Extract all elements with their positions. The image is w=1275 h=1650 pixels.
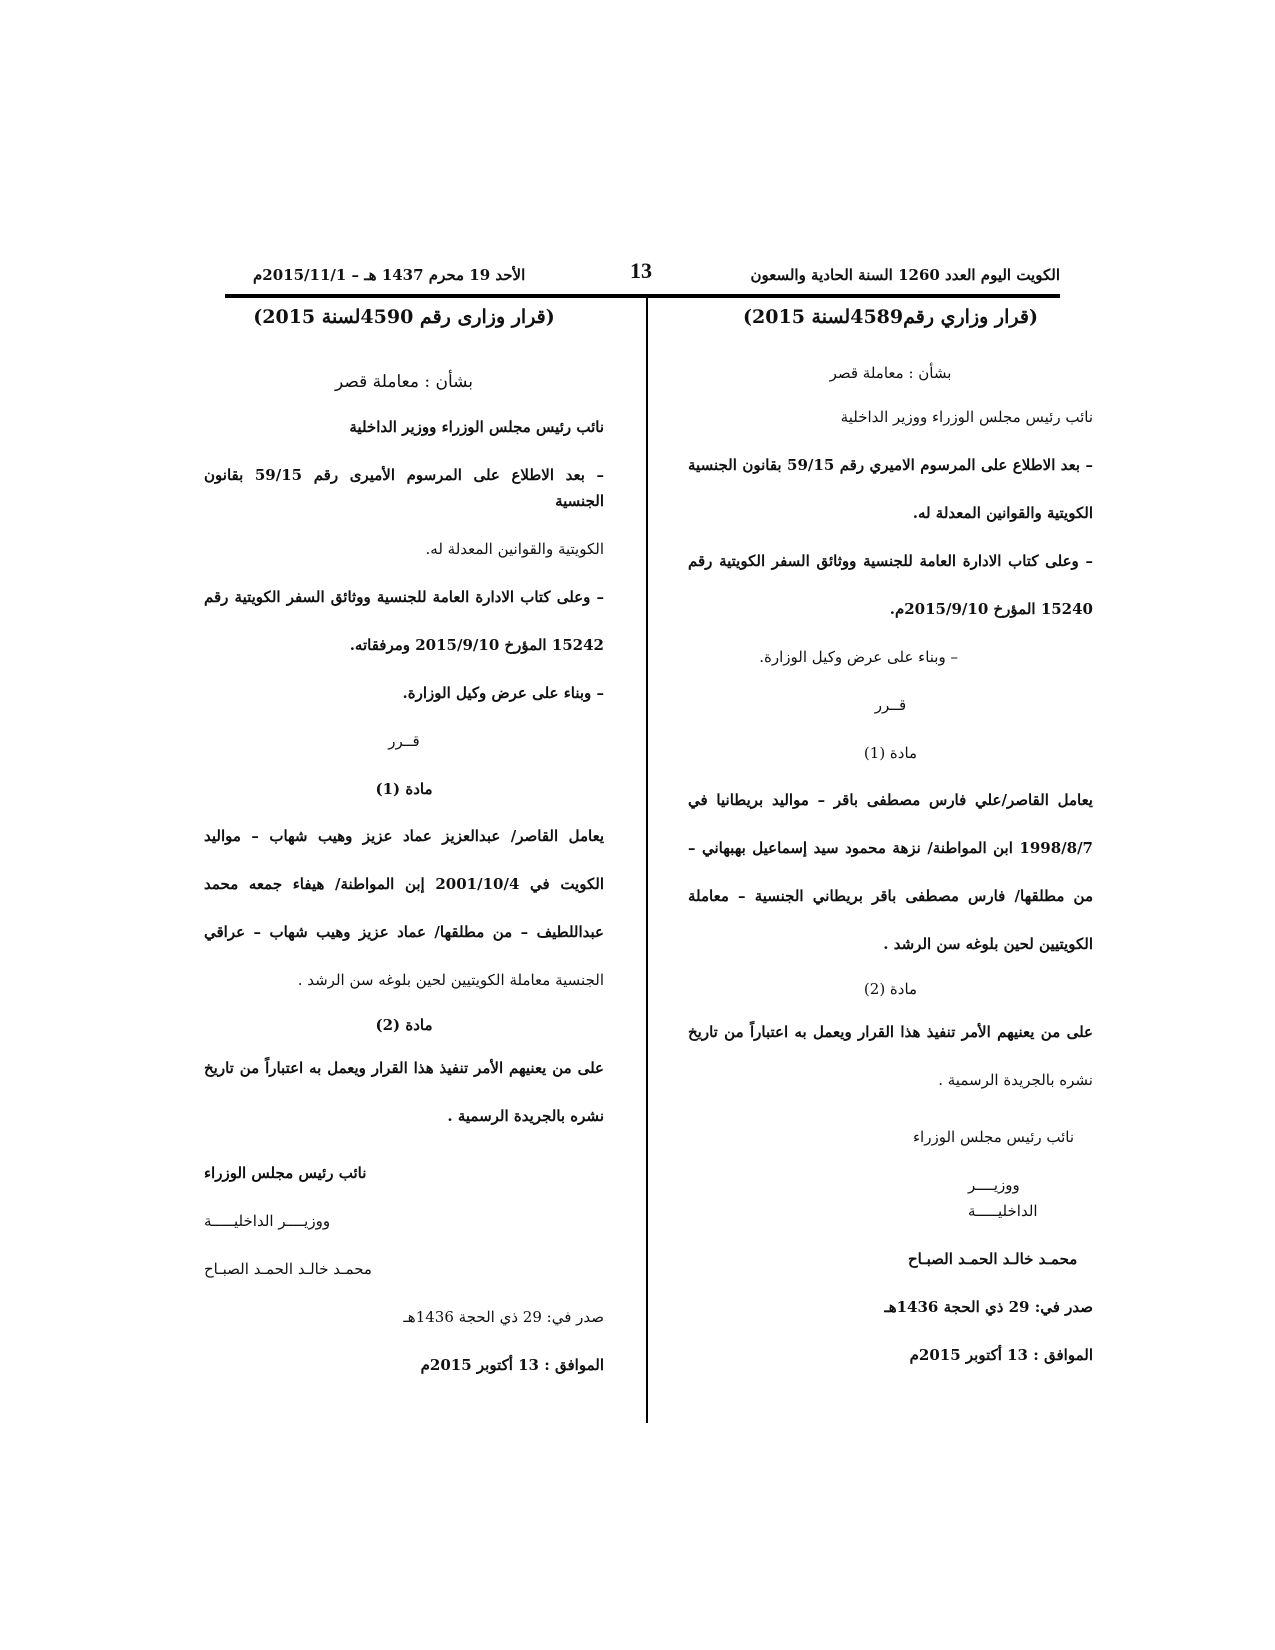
article-2-heading: مادة (2)	[863, 980, 918, 998]
decision-title: (قرار وزارى رقم 4590لسنة 2015)	[253, 306, 555, 328]
decision-4590	[204, 300, 604, 1410]
decision-4589	[688, 300, 1093, 1410]
recital-2-cont: 15242 المؤرخ 2015/9/10 ومرفقاته.	[349, 636, 604, 654]
article-1-heading: مادة (1)	[863, 744, 918, 762]
issued-date: صدر في: 29 ذي الحجة 1436هـ	[403, 1308, 604, 1326]
article-2-heading: مادة (2)	[375, 1016, 433, 1034]
recital-1-cont: الكويتية والقوانين المعدلة له.	[425, 540, 604, 558]
decision-title: (قرار وزاري رقم4589لسنة 2015)	[743, 306, 1038, 328]
header-date: الأحد 19 محرم 1437 هـ – 2015/11/1م	[253, 266, 526, 284]
corresponding-date: الموافق : 13 أكتوبر 2015م	[909, 1346, 1093, 1364]
header-publication: الكويت اليوم العدد 1260 السنة الحادية والسعون	[750, 266, 1060, 284]
article-2-text	[688, 1008, 1093, 1104]
article-line: على من يعنيهم الأمر تنفيذ هذا القرار ويعمل به اعتباراً من تاريخ	[688, 1023, 1093, 1041]
article-1-heading: مادة (1)	[375, 780, 433, 798]
article-line: من مطلقها/ فارس مصطفى باقر بريطاني الجنسية – معاملة	[688, 887, 1093, 905]
decided-heading: قــرر	[388, 732, 420, 750]
recital-3: – وبناء على عرض وكيل الوزارة.	[759, 648, 958, 666]
signature-name: محمـد خالـد الحمـد الصبـاح	[908, 1250, 1078, 1268]
article-2-text	[204, 1044, 604, 1140]
recital-2: – وعلى كتاب الادارة العامة للجنسية ووثائق السفر الكويتية رقم	[204, 588, 604, 606]
article-line: نشره بالجريدة الرسمية .	[447, 1107, 604, 1125]
article-line: الكويتيين لحين بلوغه سن الرشد .	[883, 935, 1093, 953]
article-1-text	[204, 812, 604, 1004]
signature-title: نائب رئيس مجلس الوزراء	[913, 1128, 1075, 1146]
article-line: يعامل القاصر/علي فارس مصطفى باقر – مواليد بريطانيا في	[688, 791, 1093, 809]
decision-subject: بشأن : معاملة قصر	[334, 372, 474, 392]
header-rule	[225, 294, 1060, 298]
recital-2: – وعلى كتاب الادارة العامة للجنسية ووثائق السفر الكويتية رقم	[688, 552, 1093, 570]
signature-title: نائب رئيس مجلس الوزراء	[204, 1164, 367, 1182]
article-line: يعامل القاصر/ عبدالعزيز عماد عزيز وهيب شهاب – مواليد	[204, 827, 604, 845]
article-line: نشره بالجريدة الرسمية .	[938, 1071, 1093, 1089]
decision-subject: بشأن : معاملة قصر	[829, 364, 952, 382]
article-line: الجنسية معاملة الكويتيين لحين بلوغه سن الرشد .	[297, 971, 604, 989]
recital-2-cont: 15240 المؤرخ 2015/9/10م.	[889, 600, 1093, 618]
recital-1: – بعد الاطلاع على المرسوم الاميري رقم 59/15 بقانون الجنسية	[688, 456, 1093, 474]
signature-minister: ووزيــــر الداخليـــــة	[204, 1212, 331, 1230]
corresponding-date: الموافق : 13 أكتوبر 2015م	[420, 1356, 604, 1374]
authority-line: نائب رئيس مجلس الوزراء ووزير الداخلية	[349, 418, 604, 436]
article-1-text	[688, 776, 1093, 968]
recital-1: – بعد الاطلاع على المرسوم الأميرى رقم 59/15 بقانون الجنسية	[204, 466, 605, 510]
issued-date: صدر في: 29 ذي الحجة 1436هـ	[884, 1298, 1093, 1316]
page-header	[225, 258, 1060, 294]
column-divider	[646, 298, 648, 1423]
recital-3: – وبناء على عرض وكيل الوزارة.	[402, 684, 604, 702]
article-line: الكويت في 2001/10/4 إبن المواطنة/ هيفاء جمعه محمد	[204, 875, 604, 893]
article-line: على من يعنيهم الأمر تنفيذ هذا القرار ويعمل به اعتباراً من تاريخ	[204, 1059, 604, 1077]
decided-heading: قــرر	[874, 696, 907, 714]
page-number: 13	[630, 258, 652, 283]
signature-name: محمـد خالـد الحمـد الصبـاح	[204, 1260, 372, 1278]
article-line: 1998/8/7 ابن المواطنة/ نزهة محمود سيد إسماعيل بهبهاني –	[688, 839, 1093, 857]
recital-1-cont: الكويتية والقوانين المعدلة له.	[912, 504, 1093, 522]
authority-line: نائب رئيس مجلس الوزراء ووزير الداخلية	[840, 408, 1093, 426]
signature-minister: ووزيــــر الداخليـــــة	[968, 1176, 1038, 1220]
article-line: عبداللطيف – من مطلقها/ عماد عزيز وهيب شهاب – عراقي	[204, 923, 604, 941]
